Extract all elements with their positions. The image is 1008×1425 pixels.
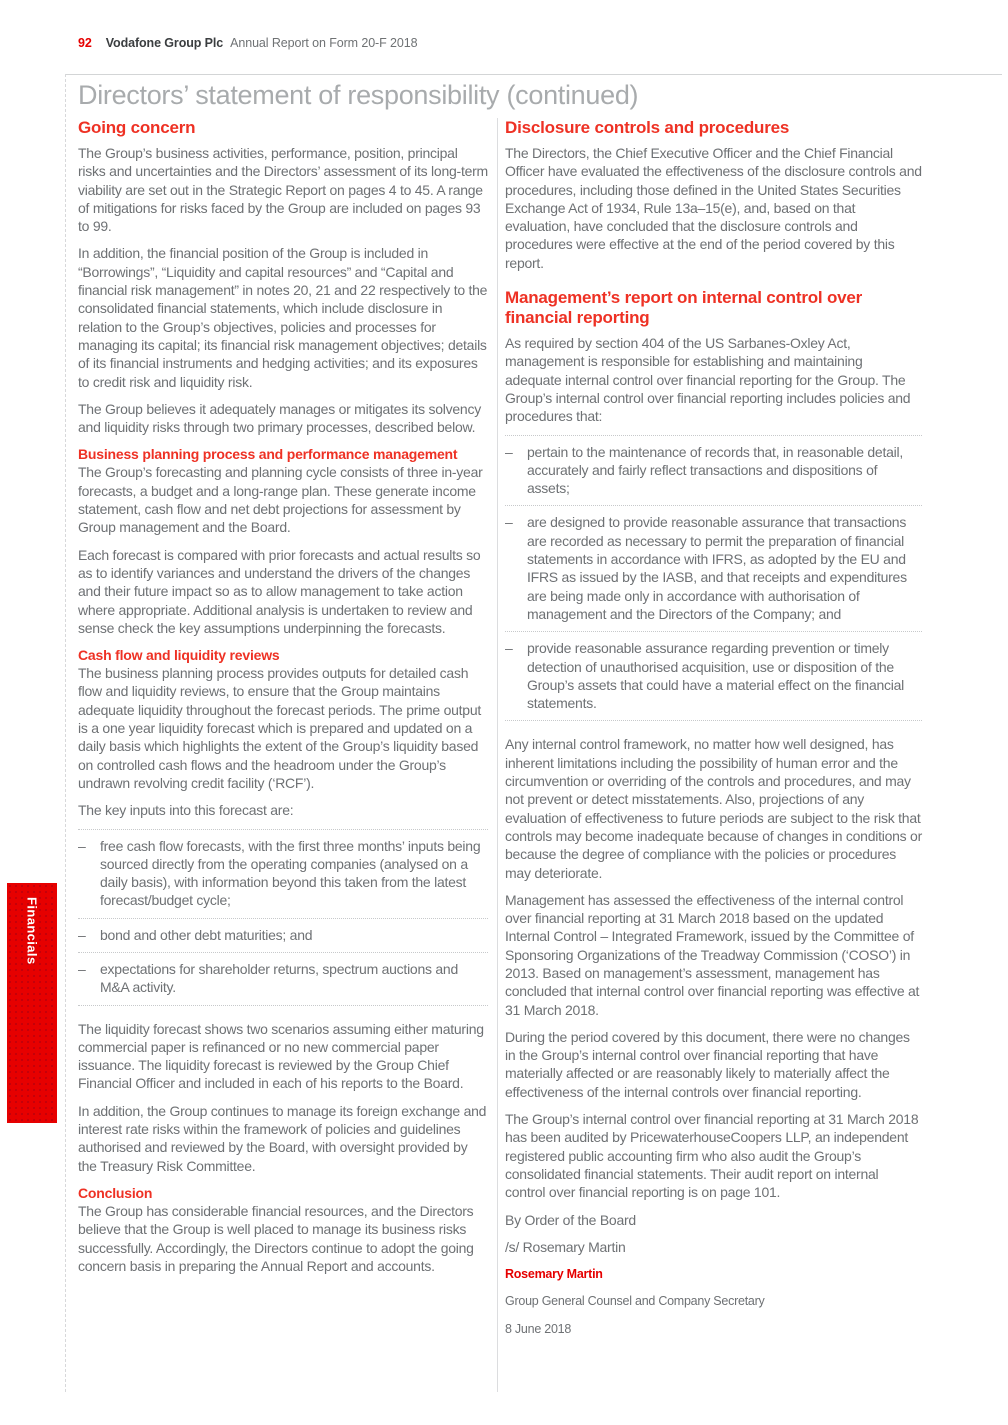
bullet-dash: – [78, 960, 86, 977]
list-item-text: provide reasonable assurance regarding prevention or timely detection of unauthorised acquisition, use or disposition of the Group’s assets that could have a material effect on the financial statements. [527, 640, 905, 712]
paragraph: The liquidity forecast shows two scenarios assuming either maturing commercial paper is refinanced or no new commercial paper issuance. The liquidity forecast is reviewed by the Group Chief Financial Officer and included in each of his reports to the Board. [78, 1020, 484, 1092]
bullet-dash: – [505, 443, 513, 460]
signatory-name: Rosemary Martin [505, 1267, 603, 1282]
forecast-inputs-list [78, 829, 488, 1006]
financials-side-tab [7, 883, 57, 1123]
report-title: Annual Report on Form 20-F 2018 [230, 36, 418, 50]
heading-conclusion: Conclusion [78, 1184, 153, 1201]
bullet-dash: – [505, 640, 513, 657]
column-divider-line [497, 118, 498, 1392]
heading-business-planning: Business planning process and performance management [78, 446, 458, 463]
bullet-dash: – [78, 926, 86, 943]
list-item [505, 631, 922, 720]
signature-line: /s/ Rosemary Martin [505, 1238, 626, 1255]
heading-disclosure-controls: Disclosure controls and procedures [505, 118, 790, 137]
list-item [78, 952, 488, 1005]
list-item [78, 829, 488, 918]
list-item [78, 918, 488, 952]
financials-side-tab-label: Financials [24, 897, 40, 965]
page-header [78, 36, 417, 50]
paragraph: The Group’s forecasting and planning cycle consists of three in-year forecasts, a budget and a long-range plan. These generate income statement, cash flow and net debt projections for assessment by Group management and the Board. [78, 464, 483, 536]
paragraph: The Group’s business activities, performance, position, principal risks and uncertainties and the Directors’ assessment of its long-term viability are set out in the Strategic Report on pages 4 to 45. A range of mitigations for risks faced by the Group are included on pages 93 to 99. [78, 145, 488, 235]
heading-management-report: Management’s report on internal control over financial reporting [505, 288, 863, 328]
control-procedures-list [505, 435, 922, 722]
paragraph: The Directors, the Chief Executive Officer and the Chief Financial Officer have evaluated the effectiveness of the disclosure controls and procedures, including those defined in the United States Securities Exchange Act of 1934, Rule 13a–15(e), and, based on that evaluation, have concluded that the disclosure controls and procedures were effective at the end of the period covered by this report. [505, 145, 922, 271]
signature-date: 8 June 2018 [505, 1321, 572, 1336]
paragraph: Management has assessed the effectiveness of the internal control over financial reporting at 31 March 2018 based on the updated Internal Control – Integrated Framework, issued by the Committee of Sponsoring Organizations of the Treadway Commission (‘COSO’) in 2013. Based on management’s assessment, management has concluded that internal control over financial reporting was effective at 31 March 2018. [505, 891, 920, 1018]
list-item-text: expectations for shareholder returns, spectrum auctions and M&A activity. [100, 960, 459, 996]
paragraph: The key inputs into this forecast are: [78, 802, 294, 819]
paragraph: Any internal control framework, no matter how well designed, has inherent limitations including the possibility of human error and the circumvention or overriding of the controls and procedures, and may not prevent or detect misstatements. Also, projections of any evaluation of effectiveness to future periods are subject to the risk that controls may become inadequate because of changes in conditions or because the degree of compliance with the policies or procedures may deteriorate. [505, 736, 922, 881]
page-title: Directors’ statement of responsibility (continued) [78, 80, 639, 110]
list-item [505, 505, 922, 631]
list-item-text: bond and other debt maturities; and [100, 926, 313, 943]
left-column [78, 118, 488, 1284]
bullet-dash: – [78, 837, 86, 854]
paragraph: As required by section 404 of the US Sarbanes-Oxley Act, management is responsible for establishing and maintaining adequate internal control over financial reporting for the Group. The Group’s internal control over financial reporting includes policies and procedures that: [505, 335, 911, 425]
heading-cash-flow-reviews: Cash flow and liquidity reviews [78, 647, 280, 664]
heading-going-concern: Going concern [78, 118, 196, 137]
paragraph: During the period covered by this document, there were no changes in the Group’s internal control over financial reporting that have materially affected or are reasonably likely to materially affect the effectiveness of the internal controls over financial reporting. [505, 1028, 910, 1100]
paragraph: The Group has considerable financial resources, and the Directors believe that the Group is well placed to manage its business risks successfully. Accordingly, the Directors continue to adopt the going concern basis in preparing the Annual Report and accounts. [78, 1202, 474, 1274]
list-item-text: are designed to provide reasonable assurance that transactions are recorded as necessary to permit the preparation of financial statements in accordance with IFRS, as adopted by the EU and IFRS as issued by the IASB, and that receipts and expenditures are being made only in accordance with authorisation of management and the Directors of the Company; and [527, 514, 907, 622]
bullet-dash: – [505, 514, 513, 531]
paragraph: The business planning process provides outputs for detailed cash flow and liquidity reviews, to ensure that the Group maintains adequate liquidity throughout the forecast periods. The prime output is a one year liquidity forecast which is prepared and updated on a daily basis which highlights the extent of the Group’s liquidity based on controlled cash flows and the headroom under the Group’s undrawn revolving credit facility (‘RCF’). [78, 665, 482, 791]
by-order-of-the-board: By Order of the Board [505, 1211, 636, 1228]
list-item-text: pertain to the maintenance of records that, in reasonable detail, accurately and fairly reflect transactions and dispositions of assets; [527, 443, 903, 497]
paragraph: Each forecast is compared with prior forecasts and actual results so as to identify variances and understand the drivers of the changes and their future impact so as to allow management to take action where appropriate. Additional analysis is undertaken to review and sense check the key assumptions underpinning the forecasts. [78, 546, 481, 636]
paragraph: The Group believes it adequately manages or mitigates its solvency and liquidity risks through two primary processes, described below. [78, 400, 481, 436]
left-margin-line [65, 74, 66, 1392]
paragraph: In addition, the financial position of the Group is included in “Borrowings”, “Liquidity and capital resources” and “Capital and financial risk management” in notes 20, 21 and 22 respectively to the consolidated financial statements, which include disclosure in relation to the Group’s objectives, policies and processes for managing its capital; its financial risk management objectives; details of its financial instruments and hedging activities; and its exposures to credit risk and liquidity risk. [78, 245, 488, 390]
list-item-text: free cash flow forecasts, with the first three months’ inputs being sourced directly from the operating companies (analysed on a daily basis), with information beyond this taken from the latest forecast/budget cycle; [100, 837, 481, 909]
paragraph: In addition, the Group continues to manage its foreign exchange and interest rate risks within the framework of policies and guidelines authorised and reviewed by the Board, with oversight provided by the Treasury Risk Committee. [78, 1102, 487, 1174]
page-number: 92 [78, 36, 92, 50]
signatory-role: Group General Counsel and Company Secretary [505, 1294, 765, 1309]
right-column [505, 118, 922, 1347]
paragraph: The Group’s internal control over financial reporting at 31 March 2018 has been audited by PricewaterhouseCoopers LLP, an independent registered public accounting firm who also audit the Group’s consolidated financial statements. Their audit report on internal control over financial reporting is on page 101. [505, 1111, 919, 1201]
company-name: Vodafone Group Plc [105, 36, 224, 50]
title-top-rule [65, 74, 1002, 75]
list-item [505, 435, 922, 506]
